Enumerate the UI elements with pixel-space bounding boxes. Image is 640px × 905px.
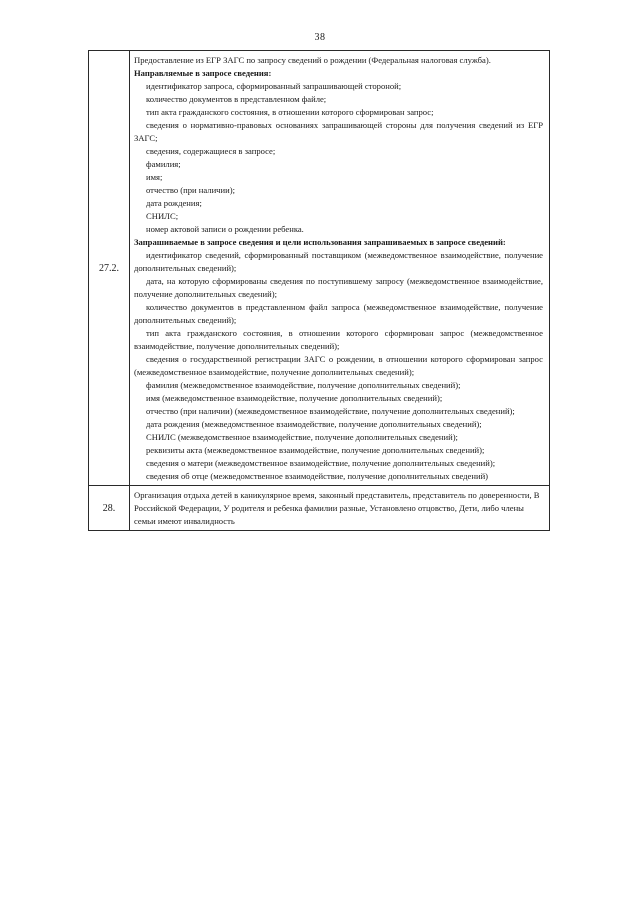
list-item: реквизиты акта (межведомственное взаимодействие, получение дополнительных сведений); (146, 445, 485, 455)
table-row-28 (89, 486, 550, 531)
table-row-27-2 (89, 51, 550, 486)
list-item: имя (межведомственное взаимодействие, получение дополнительных сведений); (146, 393, 443, 403)
row-content-cell (130, 486, 550, 531)
section-heading-requested-data: Запрашиваемые в запросе сведения и цели использования запрашиваемых в запросе сведений: (134, 237, 506, 247)
row-number-cell: 28. (89, 486, 130, 531)
list-item: сведения об отце (межведомственное взаимодействие, получение дополнительных сведений) (146, 471, 489, 481)
list-item: идентификатор запроса, сформированный запрашивающей стороной; (146, 81, 402, 91)
list-item: СНИЛС (межведомственное взаимодействие, получение дополнительных сведений); (146, 432, 458, 442)
service-title: Организация отдыха детей в каникулярное время, законный представитель, представитель по доверенности, В Российской Федерации, У родителя и ребенка фамилии разные, Установлено отцовство, Дети, либо члены семьи имеют инвалидность (134, 490, 540, 526)
page-number: 38 (314, 32, 326, 43)
list-item: тип акта гражданского состояния, в отношении которого сформирован запрос (межведомственное взаимодействие, получение дополнительных сведений); (134, 328, 543, 351)
row-number-cell: 27.2. (89, 51, 130, 486)
service-title: Предоставление из ЕГР ЗАГС по запросу сведений о рождении (Федеральная налоговая служба). (134, 55, 491, 65)
list-item: сведения о нормативно-правовых основаниях запрашивающей стороны для получения сведений из ЕГР ЗАГС; (134, 120, 543, 143)
row-content-cell (130, 51, 550, 486)
list-item: отчество (при наличии) (межведомственное взаимодействие, получение дополнительных сведений); (146, 406, 515, 416)
list-item: количество документов в представленном файле; (146, 94, 327, 104)
list-item: тип акта гражданского состояния, в отношении которого сформирован запрос; (146, 107, 434, 117)
list-item: отчество (при наличии); (146, 185, 235, 195)
list-item: идентификатор сведений, сформированный поставщиком (межведомственное взаимодействие, получение дополнительных сведений); (134, 250, 543, 273)
list-item: номер актовой записи о рождении ребенка. (146, 224, 304, 234)
list-item: фамилия (межведомственное взаимодействие, получение дополнительных сведений); (146, 380, 461, 390)
services-table (88, 50, 550, 531)
list-item: фамилия; (146, 159, 181, 169)
list-item: сведения о матери (межведомственное взаимодействие, получение дополнительных сведений); (146, 458, 496, 468)
list-item: сведения о государственной регистрации ЗАГС о рождении, в отношении которого сформирован запрос (межведомственное взаимодействие, получение дополнительных сведений); (134, 354, 543, 377)
list-item: СНИЛС; (146, 211, 179, 221)
list-item: имя; (146, 172, 163, 182)
section-heading-sent-data: Направляемые в запросе сведения: (134, 68, 272, 78)
list-item: количество документов в представленном файл запроса (межведомственное взаимодействие, получение дополнительных сведений); (134, 302, 543, 325)
list-item: дата рождения; (146, 198, 202, 208)
list-item: дата рождения (межведомственное взаимодействие, получение дополнительных сведений); (146, 419, 482, 429)
list-item: дата, на которую сформированы сведения по поступившему запросу (межведомственное взаимодействие, получение дополнительных сведений); (134, 276, 543, 299)
list-item: сведения, содержащиеся в запросе; (146, 146, 276, 156)
